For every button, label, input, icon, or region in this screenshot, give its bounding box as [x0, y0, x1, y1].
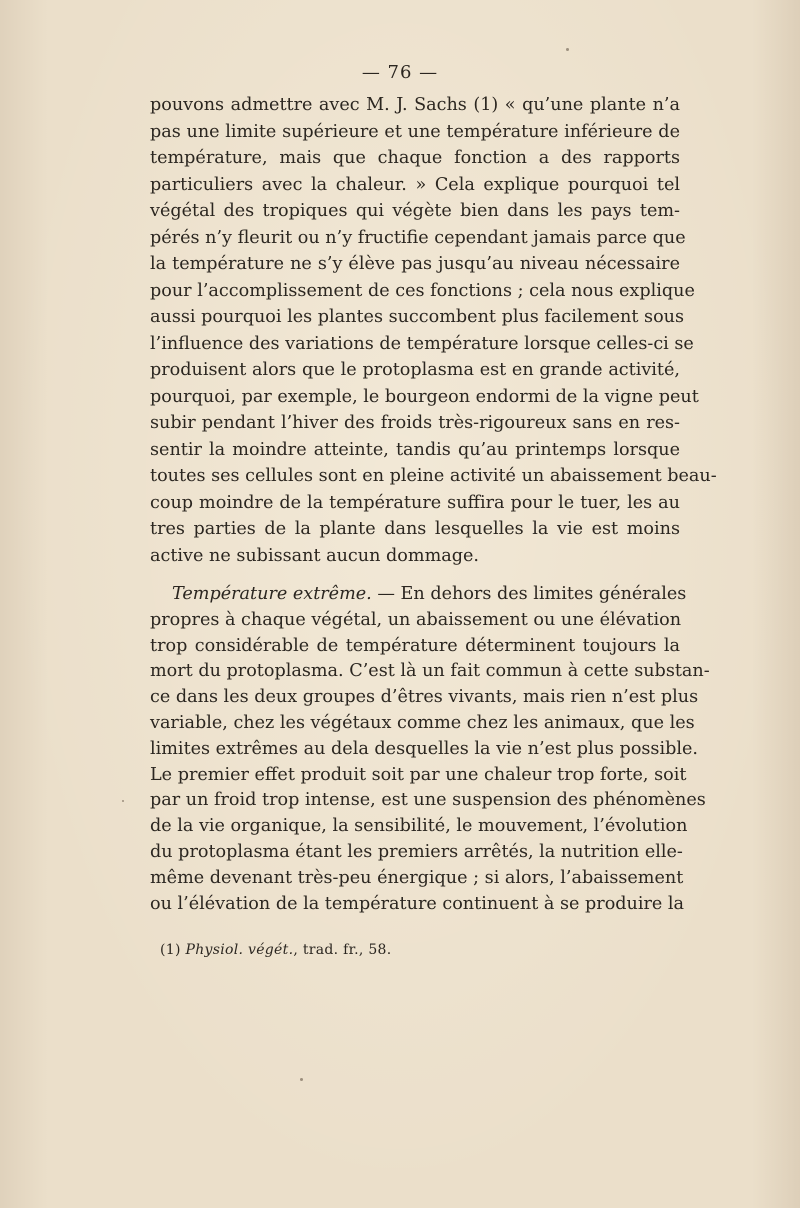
text-line: Le premier effet produit soit par une chaleur trop forte, soit — [150, 764, 687, 785]
text-line: température, mais que chaque fonction a des rapports — [150, 148, 680, 168]
text-line: tres parties de la plante dans lesquelles la vie est moins — [150, 519, 680, 539]
text-line: pourquoi, par exemple, le bourgeon endormi de la vigne peut — [150, 386, 699, 407]
text-line: pas une limite supérieure et une température inférieure de — [150, 121, 680, 142]
text-line: propres à chaque végétal, un abaissement ou une élévation — [150, 609, 682, 630]
text-fragment: — En dehors des limites générales — [371, 584, 687, 604]
text-line: active ne subissant aucun dommage. — [150, 545, 480, 566]
text-line: subir pendant l’hiver des froids très-rigoureux sans en res- — [150, 413, 680, 433]
text-line: pour l’accomplissement de ces fonctions ; cela nous explique — [150, 280, 695, 301]
text-line: par un froid trop intense, est une suspension des phénomènes — [150, 790, 706, 811]
page-number: — 76 — — [361, 62, 439, 83]
paragraph-1 — [150, 92, 717, 569]
text-line: ce dans les deux groupes d’êtres vivants, mais rien n’est plus — [150, 687, 699, 708]
text-line: produisent alors que le protoplasma est en grande activité, — [150, 360, 680, 380]
text-line: la température ne s’y élève pas jusqu’au niveau nécessaire — [150, 254, 680, 274]
footnote-marker: (1) — [160, 942, 186, 958]
text-line: variable, chez les végétaux comme chez les animaux, que les — [150, 712, 695, 733]
text-line: trop considérable de température déterminent toujours la — [150, 635, 680, 656]
text-line: pérés n’y fleurit ou n’y fructifie cependant jamais parce que — [150, 227, 686, 248]
footnote — [160, 942, 392, 958]
text-line: pouvons admettre avec M. J. Sachs (1) « qu’une plante n’a — [150, 95, 680, 115]
paper-speck — [122, 800, 124, 802]
paragraph-2-first-line — [150, 582, 687, 608]
text-line: mort du protoplasma. C’est là un fait commun à cette substan- — [150, 661, 710, 682]
text-line: toutes ses cellules sont en pleine activité un abaissement beau- — [150, 466, 717, 486]
text-line: sentir la moindre atteinte, tandis qu’au printemps lorsque — [150, 439, 680, 460]
text-line: même devenant très-peu énergique ; si alors, l’abaissement — [150, 867, 684, 888]
text-line: végétal des tropiques qui végète bien dans les pays tem- — [150, 201, 680, 221]
footnote-title: Physiol. végét. — [185, 942, 294, 958]
paragraph-2 — [150, 582, 710, 917]
paper-speck — [300, 1078, 303, 1081]
paper-speck — [566, 48, 569, 51]
text-line: coup moindre de la température suffira pour le tuer, les au — [150, 492, 680, 513]
text-line: particuliers avec la chaleur. » Cela explique pourquoi tel — [150, 174, 680, 195]
text-line: aussi pourquoi les plantes succombent plus facilement sous — [150, 307, 685, 327]
text-line: ou l’élévation de la température continuent à se produire la — [150, 893, 685, 914]
text-line: du protoplasma étant les premiers arrêtés, la nutrition elle- — [150, 841, 683, 862]
text-line: de la vie organique, la sensibilité, le mouvement, l’évolution — [150, 816, 688, 837]
footnote-text: , trad. fr., 58. — [293, 942, 392, 958]
section-heading: Température extrême. — [172, 584, 372, 604]
text-line: l’influence des variations de température lorsque celles-ci se — [150, 333, 694, 354]
text-line: limites extrêmes au dela desquelles la vie n’est plus possible. — [150, 738, 698, 759]
